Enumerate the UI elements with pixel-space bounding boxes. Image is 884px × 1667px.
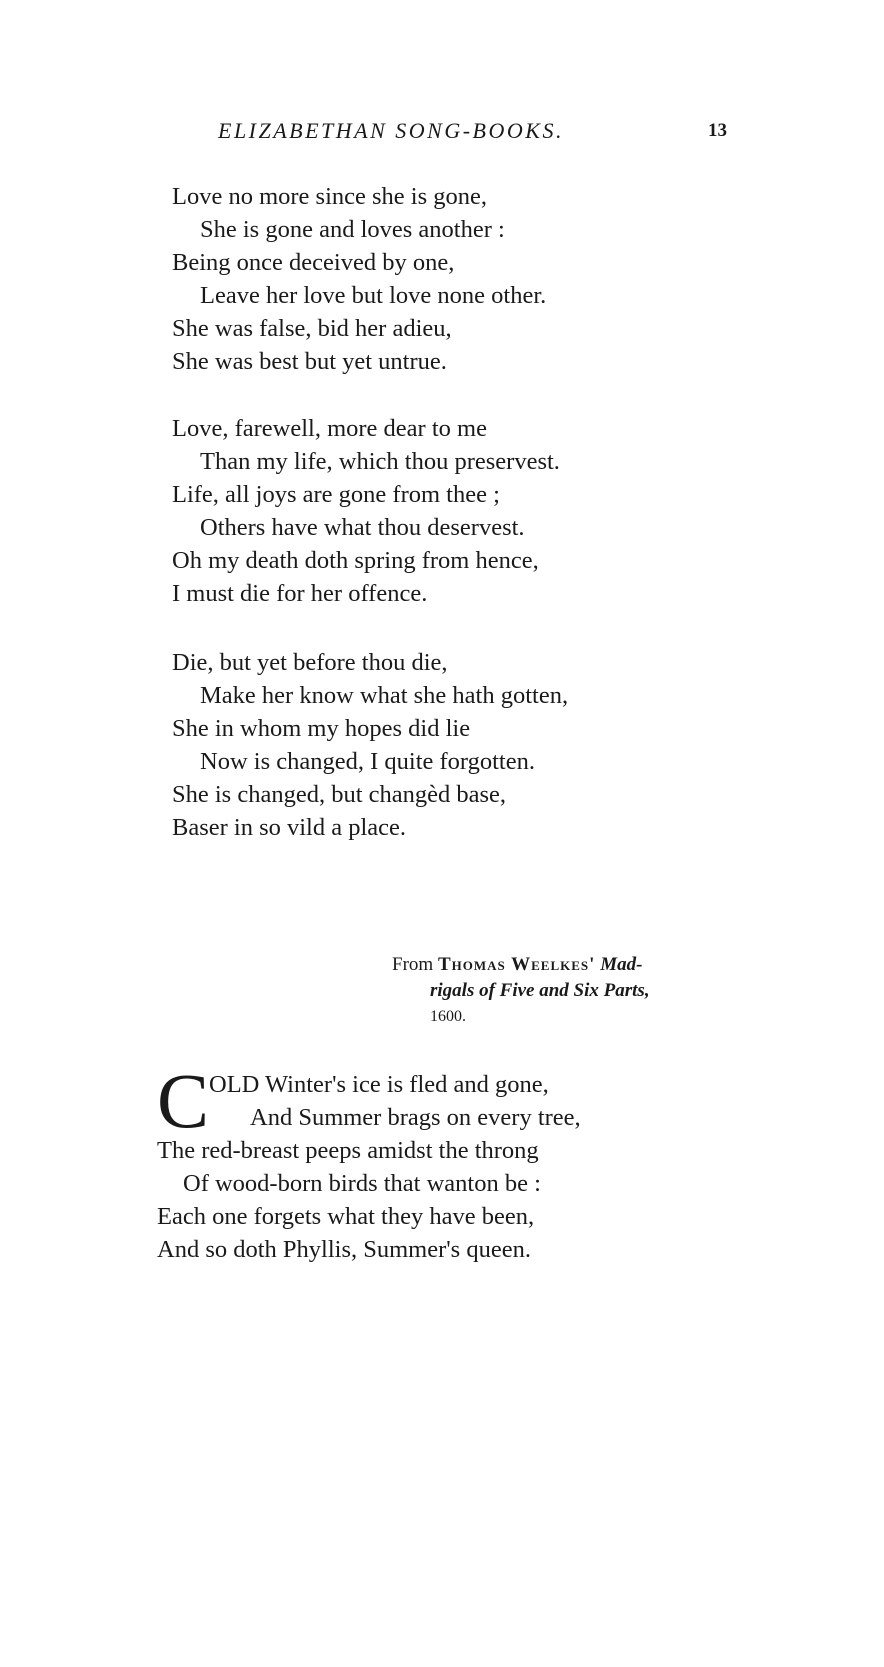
verse-line: Than my life, which thou preservest. [200, 448, 560, 475]
verse-line: Die, but yet before thou die, [172, 649, 448, 676]
stanza-2 [172, 412, 560, 610]
poem-cold-winter [157, 1057, 581, 1266]
verse-line: Leave her love but love none other. [200, 282, 547, 309]
verse-line: Oh my death doth spring from hence, [172, 547, 539, 574]
verse-line: Make her know what she hath gotten, [200, 682, 569, 709]
attribution-from: From [392, 954, 438, 975]
verse-line: And so doth Phyllis, Summer's queen. [157, 1236, 531, 1263]
verse-line: OLD Winter's ice is fled and gone, [209, 1071, 549, 1098]
verse-line: The red-breast peeps amidst the throng [157, 1137, 539, 1164]
verse-line: Love, farewell, more dear to me [172, 415, 487, 442]
running-head [0, 118, 884, 150]
verse-line: Being once deceived by one, [172, 249, 455, 276]
verse-line: She is changed, but changèd base, [172, 781, 507, 808]
attribution-title-part-1: Mad- [600, 954, 643, 975]
verse-line: Each one forgets what they have been, [157, 1203, 535, 1230]
stanza-1 [172, 180, 546, 378]
verse-line: Love no more since she is gone, [172, 183, 488, 210]
source-attribution [392, 952, 650, 1030]
verse-line: She is gone and loves another : [200, 216, 505, 243]
attribution-title-part-2: rigals of Five and Six Parts, [430, 980, 650, 1001]
attribution-line-1 [392, 952, 650, 978]
stanza-3 [172, 646, 568, 844]
verse-line: Of wood-born birds that wanton be : [183, 1170, 541, 1197]
drop-cap-block [157, 1057, 581, 1144]
drop-cap: C [157, 1057, 210, 1144]
verse-line: She was false, bid her adieu, [172, 315, 452, 342]
verse-line: Baser in so vild a place. [172, 814, 407, 841]
verse-line: Life, all joys are gone from thee ; [172, 481, 500, 508]
verse-line: She in whom my hopes did lie [172, 715, 471, 742]
page-number: 13 [708, 120, 727, 141]
verse-line: I must die for her offence. [172, 580, 428, 607]
verse-line: Others have what thou deservest. [200, 514, 525, 541]
verse-line: Now is changed, I quite forgotten. [200, 748, 535, 775]
verse-line: And Summer brags on every tree, [250, 1104, 581, 1131]
attribution-author: Thomas Weelkes' [437, 954, 596, 975]
verse-line: She was best but yet untrue. [172, 348, 447, 375]
attribution-year: 1600. [430, 1008, 466, 1025]
running-title: ELIZABETHAN SONG-BOOKS. [218, 118, 564, 143]
